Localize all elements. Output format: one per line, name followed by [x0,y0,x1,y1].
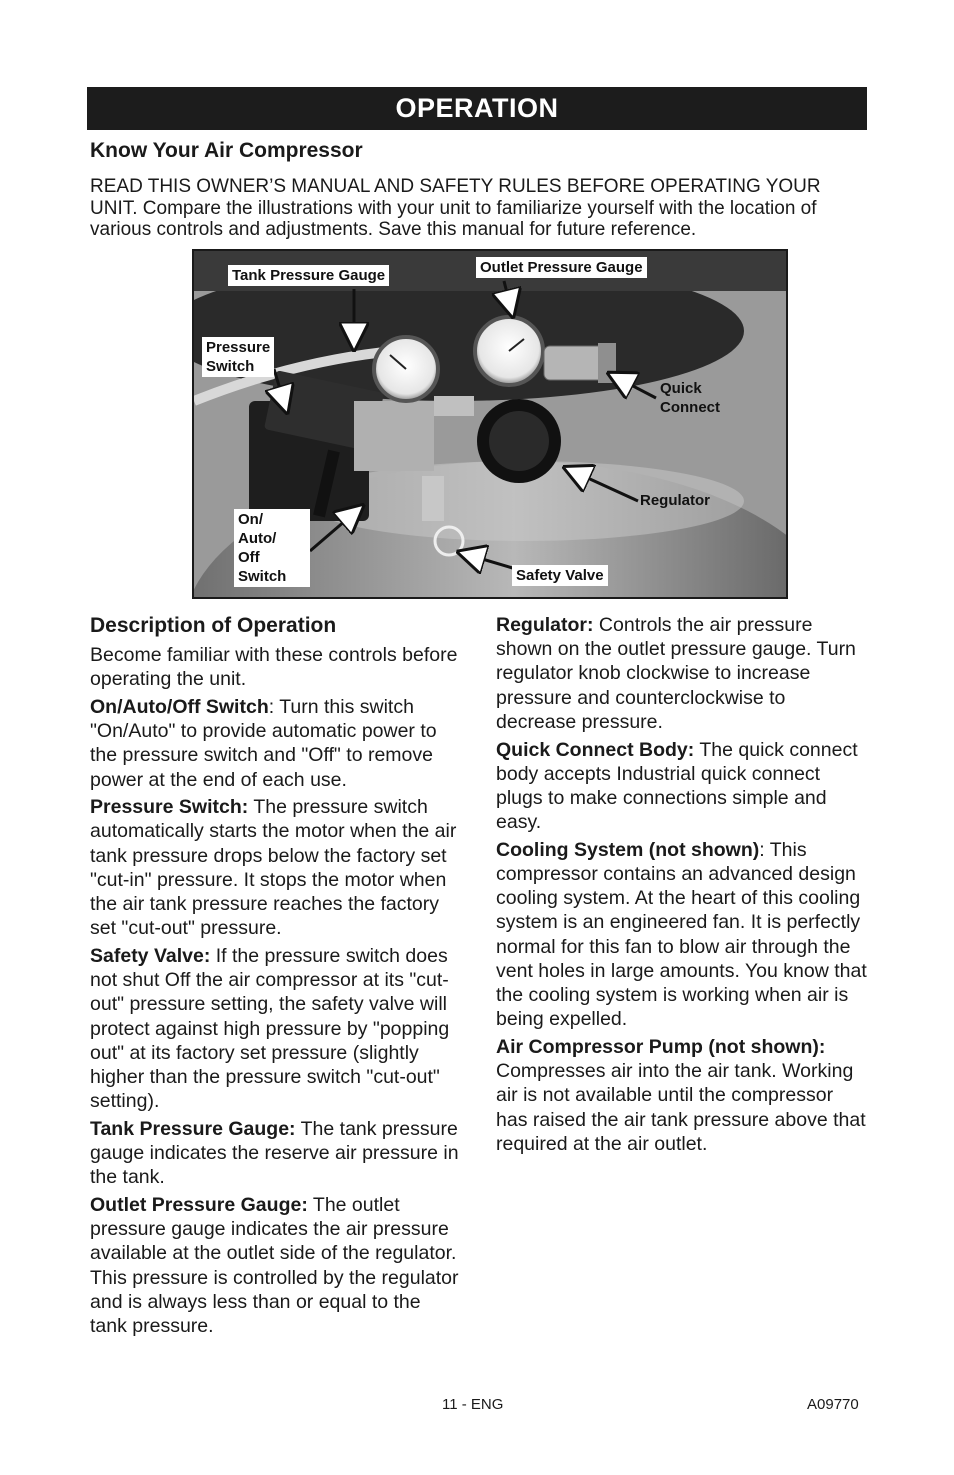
item-cooling-system: Cooling System (not shown): This compressor contains an advanced design cooling system. At the heart of this cooling system is an engineered fan. It is perfectly normal for this fan to blow air through the vent holes in large amounts. You know that the cooling system is working when air is being expelled. [496,838,867,1031]
compressor-figure [192,249,788,599]
item-air-compressor-pump: Air Compressor Pump (not shown): Compresses air into the air tank. Working air is not available until the compressor has raised the air tank pressure above that required at the air outlet. [496,1035,866,1155]
intro-paragraph: READ THIS OWNER’S MANUAL AND SAFETY RULES BEFORE OPERATING YOUR UNIT. Compare the illustrations with your unit to familiarize yourself with the location of various controls and adjustments. Save this manual for future reference. [90,176,821,240]
section-banner [87,87,867,130]
label-pressure-switch: Pressure Switch [202,337,274,377]
item-tank-pressure-gauge: Tank Pressure Gauge: The tank pressure gauge indicates the reserve air pressure in the tank. [90,1117,459,1189]
item-on-auto-off-switch: On/Auto/Off Switch: Turn this switch "On/Auto" to provide automatic power to the pressure switch and "Off" to remove power at the end of each use. [90,695,437,791]
item-quick-connect-body: Quick Connect Body: The quick connect body accepts Industrial quick connect plugs to make connections simple and easy. [496,738,858,834]
page-number: 11 - ENG [442,1396,504,1413]
label-quick-connect: Quick Connect [660,380,720,416]
know-heading: Know Your Air Compressor [90,139,363,162]
item-pressure-switch: Pressure Switch: The pressure switch automatically starts the motor when the air tank pressure drops below the factory set "cut-in" pressure. It stops the motor when the air tank pressure reaches the factory set "cut-out" pressure. [90,796,457,940]
description-heading: Description of Operation [90,614,337,637]
label-on-auto-off-switch: On/ Auto/ Off Switch [234,509,310,587]
section-title: OPERATION [395,93,559,123]
item-safety-valve: Safety Valve: If the pressure switch does not shut Off the air compressor at its "cut-out" pressure setting, the safety valve will protect against high pressure by "popping out" at its factory set pressure (slightly higher than the pressure switch "cut-out" setting). [90,944,450,1113]
label-safety-valve: Safety Valve [512,565,608,586]
item-regulator: Regulator: Controls the air pressure shown on the outlet pressure gauge. Turn regulator knob clockwise to increase pressure and counterclockwise to decrease pressure. [496,614,856,733]
description-right-column [496,613,868,1159]
item-outlet-pressure-gauge: Outlet Pressure Gauge: The outlet pressure gauge indicates the air pressure available at the outlet side of the regulator. This pressure is controlled by the regulator and is always less than or equal to the tank pressure. [90,1193,459,1337]
label-regulator: Regulator [640,492,711,509]
document-code: A09770 [807,1396,859,1413]
label-outlet-pressure-gauge: Outlet Pressure Gauge [476,257,647,278]
description-left-column [90,613,462,1342]
description-intro: Become familiar with these controls before operating the unit. [90,644,458,691]
label-tank-pressure-gauge: Tank Pressure Gauge [228,265,389,286]
